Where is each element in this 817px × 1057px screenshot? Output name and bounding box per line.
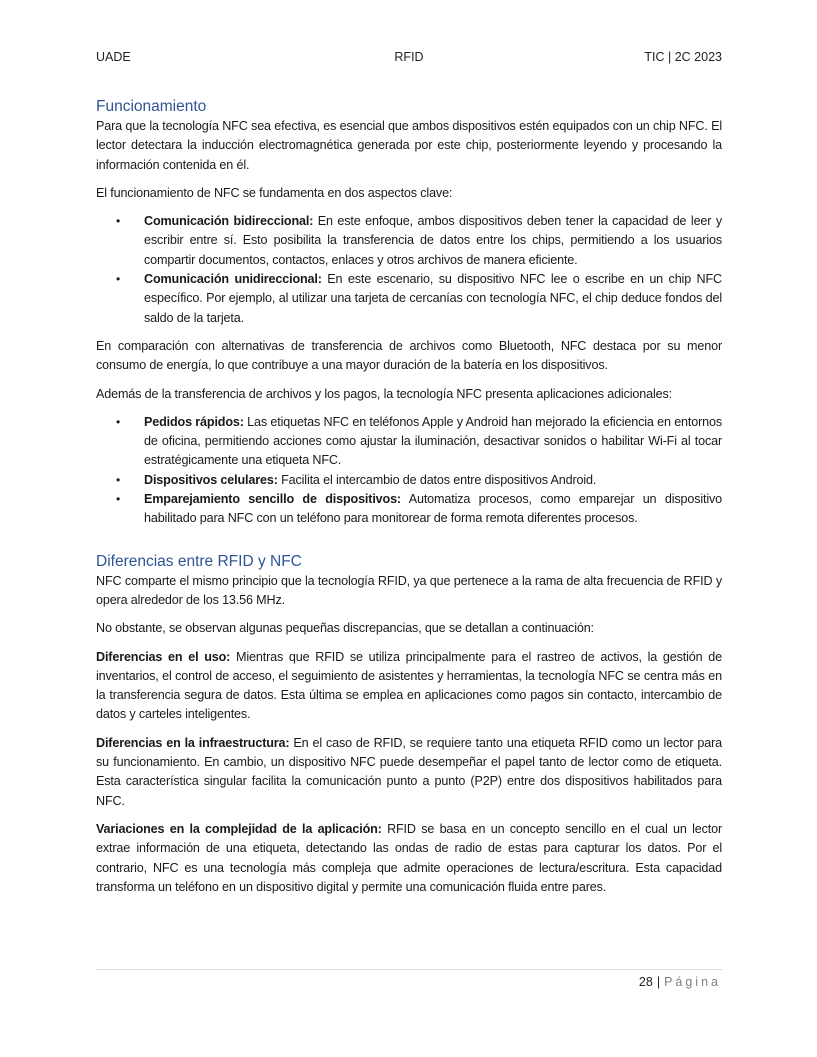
page-footer [639,975,721,989]
list-item-term: Dispositivos celulares: [144,472,278,487]
footer-divider [96,969,722,970]
list-item-text: Facilita el intercambio de datos entre dispositivos Android. [277,472,597,487]
bullet-list [96,212,722,328]
bullet-list [96,413,722,529]
bullet-icon: • [116,214,121,229]
paragraph: NFC comparte el mismo principio que la tecnología RFID, ya que pertenece a la rama de alta frecuencia de RFID y opera alrededor de los 13.56 MHz. [96,573,722,607]
paragraph: En comparación con alternativas de transferencia de archivos como Bluetooth, NFC destaca por su menor consumo de energía, lo que contribuye a una mayor duración de la batería en los dispositivos. [96,338,722,373]
paragraph: Además de la transferencia de archivos y los pagos, la tecnología NFC presenta aplicaciones adicionales: [96,386,672,401]
paragraph [96,820,722,897]
bullet-icon: • [116,414,121,429]
list-item-text: En este enfoque, ambos dispositivos deben tener la capacidad de leer y escribir entre sí. Esto posibilita la transferencia de datos entre los chips, permitiendo a los usuarios compartir documentos, contactos, enlaces y otros archivos de manera eficiente. [144,214,722,267]
page-header [96,50,722,68]
page-number: 28 [638,975,653,989]
paragraph [96,734,722,811]
section-funcionamiento [96,96,722,529]
page-content [96,96,722,897]
list-item-text: En este escenario, su dispositivo NFC lee o escribe en un chip NFC específico. Por ejemplo, al utilizar una tarjeta de cercanías con tecnología NFC, el chip deduce fondos del saldo de la tarjeta. [144,272,722,325]
paragraph-term: Diferencias en el uso: [96,649,231,664]
page-label: Página [664,975,721,989]
paragraph-term: Diferencias en la infraestructura: [96,735,290,750]
list-item [96,270,722,328]
bullet-icon: • [116,272,121,287]
header-course: TIC | 2C 2023 [644,50,722,64]
list-item [96,490,722,529]
section-heading: Diferencias entre RFID y NFC [96,552,302,570]
paragraph-term: Variaciones en la complejidad de la aplicación: [96,821,382,836]
list-item [96,471,722,490]
bullet-icon: • [116,472,121,487]
paragraph-text: En el caso de RFID, se requiere tanto una etiqueta RFID como un lector para su funcionamiento. En cambio, un dispositivo NFC puede desempeñar el papel tanto de lector como de etiqueta. Esta característica singular facilita la comunicación punto a punto (P2P) entre dos dispositivos habilitados para NFC. [96,735,723,808]
paragraph-text: Mientras que RFID se utiliza principalmente para el rastreo de activos, la gestión de inventarios, el control de acceso, el seguimiento de asistentes y herramientas, la tecnología NFC se centra más en la transferencia segura de datos. Esta última se emplea en aplicaciones como pagos sin contacto, intercambio de datos y carteles inteligentes. [96,649,722,722]
paragraph: Para que la tecnología NFC sea efectiva, es esencial que ambos dispositivos estén equipados con un chip NFC. El lector detectara la inducción electromagnética generada por este chip, posteriormente leyendo y procesando la información contenida en él. [96,119,722,172]
paragraph [96,648,722,725]
paragraph-text: RFID se basa en un concepto sencillo en el cual un lector extrae información de una etiqueta, detectando las ondas de radio de estas para capturar los datos. Por el contrario, NFC es una tecnología más compleja que admite operaciones de lectura/escritura. Esta capacidad transforma un teléfono en un dispositivo digital y permite una comunicación fluida entre pares. [96,821,722,894]
list-item-text: Las etiquetas NFC en teléfonos Apple y Android han mejorado la eficiencia en entornos de oficina, permitiendo acciones como ajustar la iluminación, desactivar sonidos o habilitar Wi-Fi al tocar estratégicamente una etiqueta NFC. [144,414,723,468]
list-item [96,413,722,471]
list-item-term: Emparejamiento sencillo de dispositivos: [144,492,401,507]
paragraph: El funcionamiento de NFC se fundamenta en dos aspectos clave: [96,185,453,200]
list-item [96,212,722,270]
paragraph: No obstante, se observan algunas pequeñas discrepancias, que se detallan a continuación: [96,621,594,636]
list-item-text: Automatiza procesos, como emparejar un dispositivo habilitado para NFC con un teléfono para monitorear de forma remota diferentes procesos. [144,492,722,526]
bullet-icon: • [116,492,121,507]
list-item-term: Comunicación unidireccional: [144,272,322,287]
list-item-term: Comunicación bidireccional: [144,214,314,229]
header-topic: RFID [394,50,424,64]
list-item-term: Pedidos rápidos: [144,414,244,429]
footer-separator: | [656,975,661,989]
section-heading: Funcionamiento [96,98,207,115]
header-institution: UADE [96,50,131,64]
section-diferencias [96,551,722,897]
